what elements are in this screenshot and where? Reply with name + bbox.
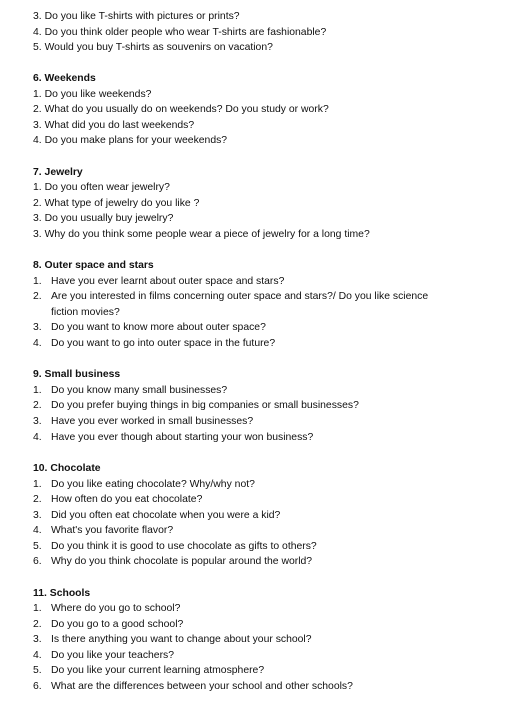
question-item bbox=[33, 196, 199, 212]
question-number: 1. bbox=[33, 479, 42, 490]
question-text: Do you prefer buying things in big companies or small businesses? bbox=[51, 400, 359, 411]
question-number: 2. bbox=[33, 494, 42, 505]
question-number: 3. bbox=[33, 213, 42, 224]
question-number: 2. bbox=[33, 619, 42, 630]
question-item bbox=[51, 305, 120, 321]
question-item bbox=[33, 40, 273, 56]
question-text: Why do you think chocolate is popular around the world? bbox=[51, 556, 313, 567]
question-number: 4. bbox=[33, 650, 42, 661]
question-number: 3. bbox=[33, 229, 42, 240]
question-text: Do you often wear jewelry? bbox=[44, 182, 170, 193]
question-item bbox=[33, 523, 173, 539]
question-item bbox=[33, 118, 194, 134]
question-number: 3. bbox=[33, 11, 42, 22]
question-item bbox=[33, 663, 264, 679]
question-item bbox=[33, 87, 151, 103]
question-text: Do you like weekends? bbox=[44, 89, 152, 100]
question-number: 3. bbox=[33, 322, 42, 333]
question-item bbox=[33, 632, 312, 648]
question-number: 1. bbox=[33, 89, 42, 100]
question-number: 5. bbox=[33, 541, 42, 552]
section-heading: 9. Small business bbox=[33, 369, 121, 380]
question-item bbox=[33, 211, 173, 227]
question-number: 2. bbox=[33, 198, 42, 209]
section-heading: 7. Jewelry bbox=[33, 167, 83, 178]
question-text: fiction movies? bbox=[51, 307, 120, 318]
question-number: 6. bbox=[33, 556, 42, 567]
question-text: What type of jewelry do you like ? bbox=[44, 198, 200, 209]
question-text: Do you make plans for your weekends? bbox=[44, 135, 228, 146]
question-item bbox=[33, 336, 275, 352]
question-text: Do you like eating chocolate? Why/why not? bbox=[51, 479, 255, 490]
question-item bbox=[33, 320, 266, 336]
question-text: Do you like T-shirts with pictures or prints? bbox=[44, 11, 240, 22]
question-item bbox=[33, 180, 170, 196]
question-text: Do you like your current learning atmosphere? bbox=[51, 665, 265, 676]
section-heading: 6. Weekends bbox=[33, 73, 96, 84]
question-item bbox=[33, 430, 313, 446]
question-item bbox=[33, 508, 280, 524]
question-item bbox=[33, 679, 353, 695]
question-text: Do you want to go into outer space in the future? bbox=[51, 338, 276, 349]
question-text: Is there anything you want to change about your school? bbox=[51, 634, 312, 645]
question-item bbox=[33, 539, 317, 555]
question-text: Are you interested in films concerning outer space and stars?/ Do you like science bbox=[51, 291, 429, 302]
question-number: 4. bbox=[33, 432, 42, 443]
question-number: 2. bbox=[33, 291, 42, 302]
question-text: Did you often eat chocolate when you were a kid? bbox=[51, 510, 281, 521]
question-item bbox=[33, 601, 180, 617]
question-number: 5. bbox=[33, 665, 42, 676]
question-number: 2. bbox=[33, 400, 42, 411]
question-item bbox=[33, 492, 202, 508]
question-number: 4. bbox=[33, 338, 42, 349]
question-number: 4. bbox=[33, 27, 42, 38]
question-text: Do you go to a good school? bbox=[51, 619, 184, 630]
question-number: 3. bbox=[33, 634, 42, 645]
question-text: Would you buy T-shirts as souvenirs on vacation? bbox=[44, 42, 273, 53]
question-number: 4. bbox=[33, 135, 42, 146]
question-item bbox=[33, 289, 428, 305]
question-number: 3. bbox=[33, 510, 42, 521]
question-number: 4. bbox=[33, 525, 42, 536]
question-item bbox=[33, 133, 227, 149]
section-heading: 10. Chocolate bbox=[33, 463, 101, 474]
question-item bbox=[33, 274, 284, 290]
question-text: Have you ever though about starting your won business? bbox=[51, 432, 314, 443]
question-item bbox=[33, 102, 329, 118]
question-text: Do you like your teachers? bbox=[51, 650, 175, 661]
question-item bbox=[33, 617, 183, 633]
question-text: What do you usually do on weekends? Do you study or work? bbox=[44, 104, 329, 115]
question-item bbox=[33, 414, 253, 430]
question-number: 6. bbox=[33, 681, 42, 692]
question-number: 3. bbox=[33, 416, 42, 427]
question-text: Have you ever learnt about outer space and stars? bbox=[51, 276, 285, 287]
question-item bbox=[33, 648, 174, 664]
question-text: What did you do last weekends? bbox=[44, 120, 195, 131]
question-item bbox=[33, 477, 255, 493]
question-text: How often do you eat chocolate? bbox=[51, 494, 203, 505]
question-text: Do you usually buy jewelry? bbox=[44, 213, 174, 224]
question-text: Do you think older people who wear T-shirts are fashionable? bbox=[44, 27, 327, 38]
question-number: 1. bbox=[33, 385, 42, 396]
question-number: 2. bbox=[33, 104, 42, 115]
question-number: 1. bbox=[33, 182, 42, 193]
question-item bbox=[33, 227, 370, 243]
question-number: 5. bbox=[33, 42, 42, 53]
question-item bbox=[33, 25, 326, 41]
question-item bbox=[33, 9, 240, 25]
question-number: 1. bbox=[33, 276, 42, 287]
question-text: What are the differences between your school and other schools? bbox=[51, 681, 353, 692]
question-text: Do you think it is good to use chocolate as gifts to others? bbox=[51, 541, 317, 552]
question-text: Where do you go to school? bbox=[51, 603, 181, 614]
question-item bbox=[33, 398, 359, 414]
question-text: Have you ever worked in small businesses? bbox=[51, 416, 254, 427]
question-item bbox=[33, 554, 312, 570]
question-text: Why do you think some people wear a piece of jewelry for a long time? bbox=[44, 229, 370, 240]
question-number: 3. bbox=[33, 120, 42, 131]
question-text: Do you want to know more about outer space? bbox=[51, 322, 266, 333]
question-text: Do you know many small businesses? bbox=[51, 385, 228, 396]
question-text: What's you favorite flavor? bbox=[51, 525, 174, 536]
question-number: 1. bbox=[33, 603, 42, 614]
section-heading: 8. Outer space and stars bbox=[33, 260, 154, 271]
question-item bbox=[33, 383, 227, 399]
section-heading: 11. Schools bbox=[33, 588, 91, 599]
